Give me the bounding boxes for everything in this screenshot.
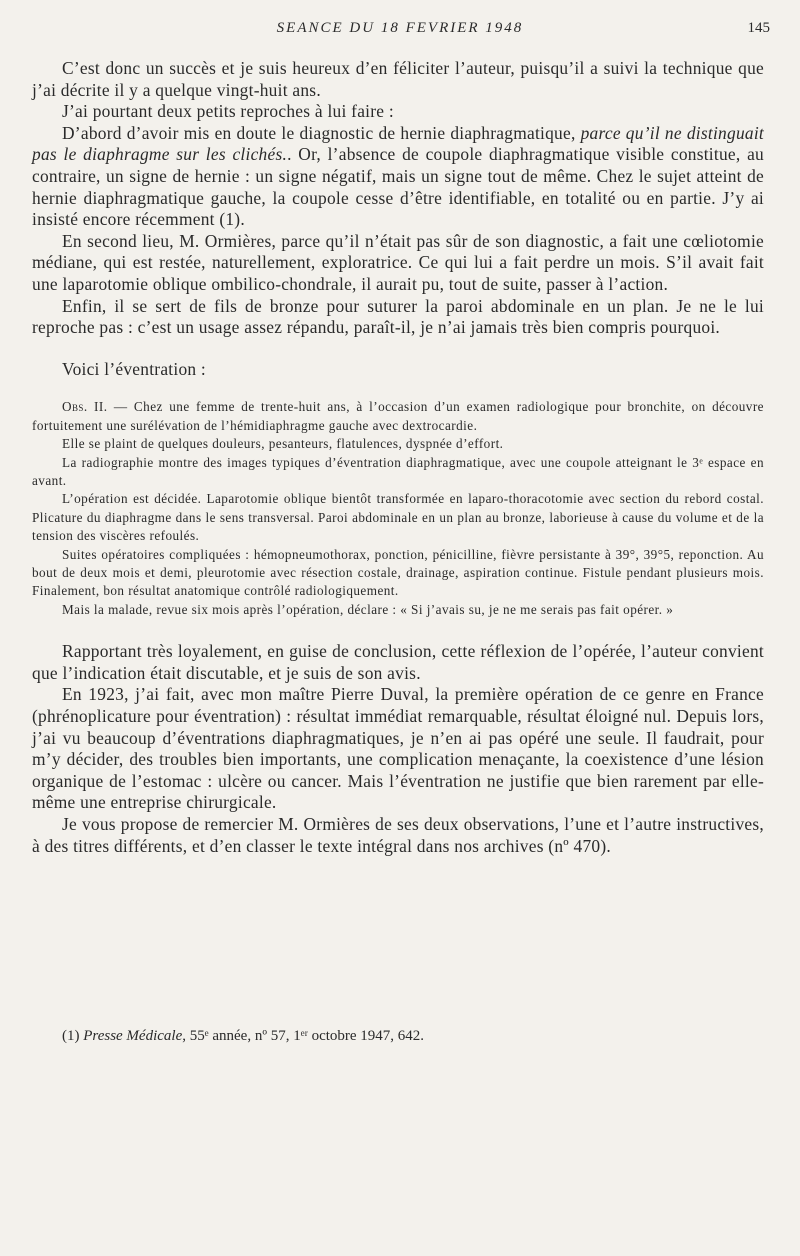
observation-sentence-5: Suites opératoires compliquées : hémopneumothorax, ponction, pénicilline, fièvre persistante à 39°, 39°5, reponction. Au bout de deux mois et demi, pleurotomie avec résection costale, drainage, aspiration continue. Fistule pendant plusieurs mois. Finalement, bon résultat anatomique contrôlé radiologiquement. [32, 546, 764, 599]
observation-label: Obs. II. [62, 399, 108, 415]
text-block-top [32, 58, 764, 380]
paragraph-5: Enfin, il se sert de fils de bronze pour suturer la paroi abdominale en un plan. Je ne le lui reproche pas : c’est un usage assez répandu, paraît-il, je n’ai jamais très bien compris pourquoi. [32, 295, 764, 338]
paragraph-2: J’ai pourtant deux petits reproches à lui faire : [62, 101, 394, 122]
page-number: 145 [747, 20, 770, 36]
observation-sentence-1: — Chez une femme de trente-huit ans, à l’occasion d’un examen radiologique pour bronchite, on découvre fortuitement une surélévation de l’hémidiaphragme gauche avec dextrocardie. [32, 399, 764, 433]
paragraph-1: C’est donc un succès et je suis heureux d’en féliciter l’auteur, puisqu’il a suivi la technique que j’ai décrite il y a quelque vingt-huit ans. [32, 58, 764, 100]
page-body [32, 58, 764, 857]
text-block-bottom [32, 641, 764, 857]
observation-sentence-6: Mais la malade, revue six mois après l’opération, déclare : « Si j’avais su, je ne me serais pas fait opérer. » [62, 601, 674, 617]
paragraph-3-start: D’abord d’avoir mis en doute le diagnostic de hernie diaphragmatique, [62, 122, 581, 143]
paragraph-9: Je vous propose de remercier M. Ormières de ses deux observations, l’une et l’autre instructives, à des titres différents, et d’en classer le texte intégral dans nos archives (nº 470). [32, 813, 764, 856]
footnote [62, 1028, 424, 1045]
running-title: SEANCE DU 18 FEVRIER 1948 [276, 20, 524, 36]
observation-sentence-2: Elle se plaint de quelques douleurs, pesanteurs, flatulences, dyspnée d’effort. [62, 436, 504, 452]
observation-sentence-4: L’opération est décidée. Laparotomie oblique bientôt transformée en laparo-thoracotomie avec section du rebord costal. Plicature du diaphragme dans le sens transversal. Paroi abdominale en un plan au bronze, laborieuse à cause du volume et de la tension des viscères refoulés. [32, 491, 764, 544]
observation-intro [32, 398, 764, 435]
paragraph-3 [32, 123, 764, 231]
observation-block [32, 398, 764, 619]
paragraph-7: Rapportant très loyalement, en guise de conclusion, cette réflexion de l’opérée, l’auteur convient que l’indication était discutable, et je suis de son avis. [32, 641, 764, 683]
paragraph-3-end: . Or, l’absence de coupole diaphragmatique visible constitue, au contraire, un signe de hernie : un signe négatif, mais un signe tout de même. Chez le sujet atteint de hernie diaphragmatique gauche, la coupole cesse d’être identifiable, en totalité ou en partie. J’y ai insisté encore récemment (1). [32, 144, 764, 230]
footnote-journal: Presse Médicale [83, 1028, 183, 1044]
paragraph-3-italic: parce qu’il ne distinguait pas le diaphragme sur les clichés. [32, 122, 764, 165]
observation-sentence-3: La radiographie montre des images typiques d’éventration diaphragmatique, avec une coupole atteignant le 3ᵉ espace en avant. [32, 454, 764, 488]
footnote-marker: (1) [62, 1028, 84, 1044]
footnote-rest: , 55ᵉ année, nº 57, 1ᵉʳ octobre 1947, 642. [182, 1028, 425, 1044]
paragraph-4: En second lieu, M. Ormières, parce qu’il n’était pas sûr de son diagnostic, a fait une cœliotomie médiane, qui est restée, naturellement, exploratrice. Ce qui lui a fait perdre un mois. S’il avait fait une laparotomie oblique ombilico-chondrale, il aurait pu, tout de suite, passer à l’action. [32, 230, 764, 294]
paragraph-8: En 1923, j’ai fait, avec mon maître Pierre Duval, la première opération de ce genre en France (phrénoplicature pour éventration) : résultat immédiat remarquable, résultat éloigné nul. Depuis lors, j’ai vu beaucoup d’éventrations diaphragmatiques, je n’en ai pas opéré une seule. Il faudrait, pour m’y décider, des troubles bien importants, une complication menaçante, la coexistence d’une lésion organique de l’estomac : ulcère ou cancer. Mais l’éventration ne justifie que bien rarement par elle-même une entreprise chirurgicale. [32, 684, 764, 813]
page-header [0, 20, 800, 44]
paragraph-6: Voici l’éventration : [62, 358, 207, 379]
